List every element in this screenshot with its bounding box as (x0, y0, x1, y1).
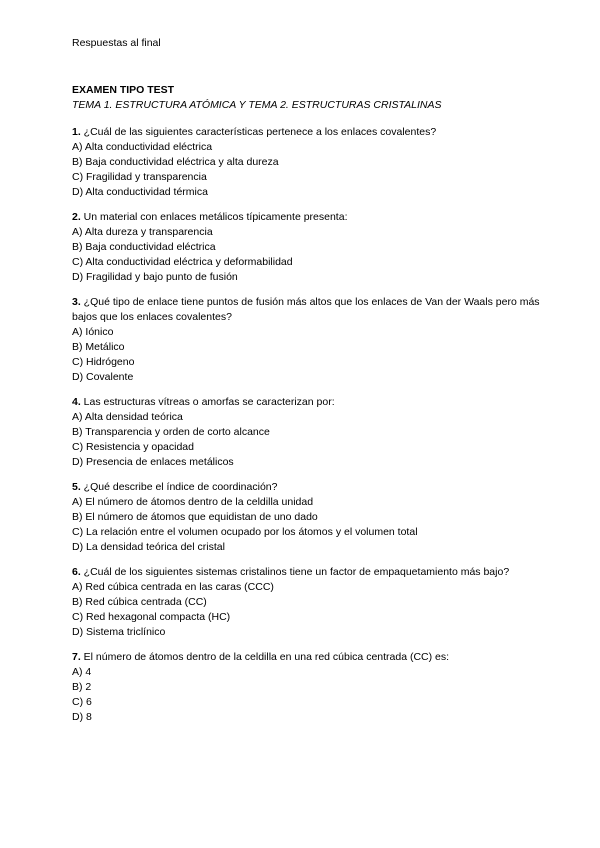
option-b: B) Transparencia y orden de corto alcance (72, 426, 270, 438)
question-stem (72, 565, 542, 580)
question-list (72, 125, 542, 735)
question-stem (72, 125, 542, 140)
option-d: D) Sistema triclínico (72, 626, 166, 638)
option-d: D) 8 (72, 711, 92, 723)
exam-title-block (72, 83, 442, 113)
question-4 (72, 395, 542, 470)
option-a: A) Alta densidad teórica (72, 411, 183, 423)
question-text: ¿Qué tipo de enlace tiene puntos de fusión más altos que los enlaces de Van der Waals pero más bajos que los enlaces covalentes? (72, 296, 540, 323)
question-stem (72, 650, 542, 665)
option-d: D) Fragilidad y bajo punto de fusión (72, 271, 238, 283)
option-b: B) Metálico (72, 341, 125, 353)
question-text: ¿Cuál de las siguientes características pertenece a los enlaces covalentes? (80, 126, 437, 138)
question-stem (72, 210, 542, 225)
option-b: B) Baja conductividad eléctrica (72, 241, 216, 253)
option-d: D) Alta conductividad térmica (72, 186, 208, 198)
exam-title: EXAMEN TIPO TEST (72, 84, 175, 96)
option-c: C) Resistencia y opacidad (72, 441, 194, 453)
option-d: D) Covalente (72, 371, 134, 383)
question-number: 5. (72, 481, 81, 493)
question-stem (72, 395, 542, 410)
option-b: B) Red cúbica centrada (CC) (72, 596, 207, 608)
option-b: B) El número de átomos que equidistan de uno dado (72, 511, 318, 523)
option-a: A) 4 (72, 666, 92, 678)
option-a: A) Iónico (72, 326, 114, 338)
option-c: C) Hidrógeno (72, 356, 135, 368)
question-text: Las estructuras vítreas o amorfas se caracterizan por: (80, 396, 335, 408)
option-d: D) Presencia de enlaces metálicos (72, 456, 234, 468)
option-b: B) 2 (72, 681, 92, 693)
option-c: C) 6 (72, 696, 92, 708)
question-number: 3. (72, 296, 81, 308)
question-number: 2. (72, 211, 81, 223)
option-b: B) Baja conductividad eléctrica y alta dureza (72, 156, 279, 168)
question-number: 4. (72, 396, 81, 408)
option-c: C) La relación entre el volumen ocupado por los átomos y el volumen total (72, 526, 418, 538)
option-a: A) Red cúbica centrada en las caras (CCC) (72, 581, 274, 593)
question-number: 7. (72, 651, 81, 663)
question-7 (72, 650, 542, 725)
option-c: C) Alta conductividad eléctrica y deformabilidad (72, 256, 293, 268)
question-6 (72, 565, 542, 640)
question-5 (72, 480, 542, 555)
option-a: A) Alta dureza y transparencia (72, 226, 213, 238)
option-a: A) El número de átomos dentro de la celdilla unidad (72, 496, 314, 508)
question-text: ¿Qué describe el índice de coordinación? (80, 481, 278, 493)
page-header: Respuestas al final (72, 37, 161, 49)
question-3 (72, 295, 542, 385)
option-c: C) Fragilidad y transparencia (72, 171, 207, 183)
question-text: El número de átomos dentro de la celdilla en una red cúbica centrada (CC) es: (80, 651, 450, 663)
option-a: A) Alta conductividad eléctrica (72, 141, 213, 153)
question-2 (72, 210, 542, 285)
question-number: 1. (72, 126, 81, 138)
question-text: ¿Cuál de los siguientes sistemas cristalinos tiene un factor de empaquetamiento más bajo? (80, 566, 510, 578)
question-1 (72, 125, 542, 200)
exam-subtitle: TEMA 1. ESTRUCTURA ATÓMICA Y TEMA 2. ESTRUCTURAS CRISTALINAS (72, 99, 442, 111)
option-c: C) Red hexagonal compacta (HC) (72, 611, 231, 623)
question-number: 6. (72, 566, 81, 578)
question-text: Un material con enlaces metálicos típicamente presenta: (80, 211, 348, 223)
question-stem (72, 480, 542, 495)
option-d: D) La densidad teórica del cristal (72, 541, 225, 553)
question-stem (72, 295, 542, 325)
